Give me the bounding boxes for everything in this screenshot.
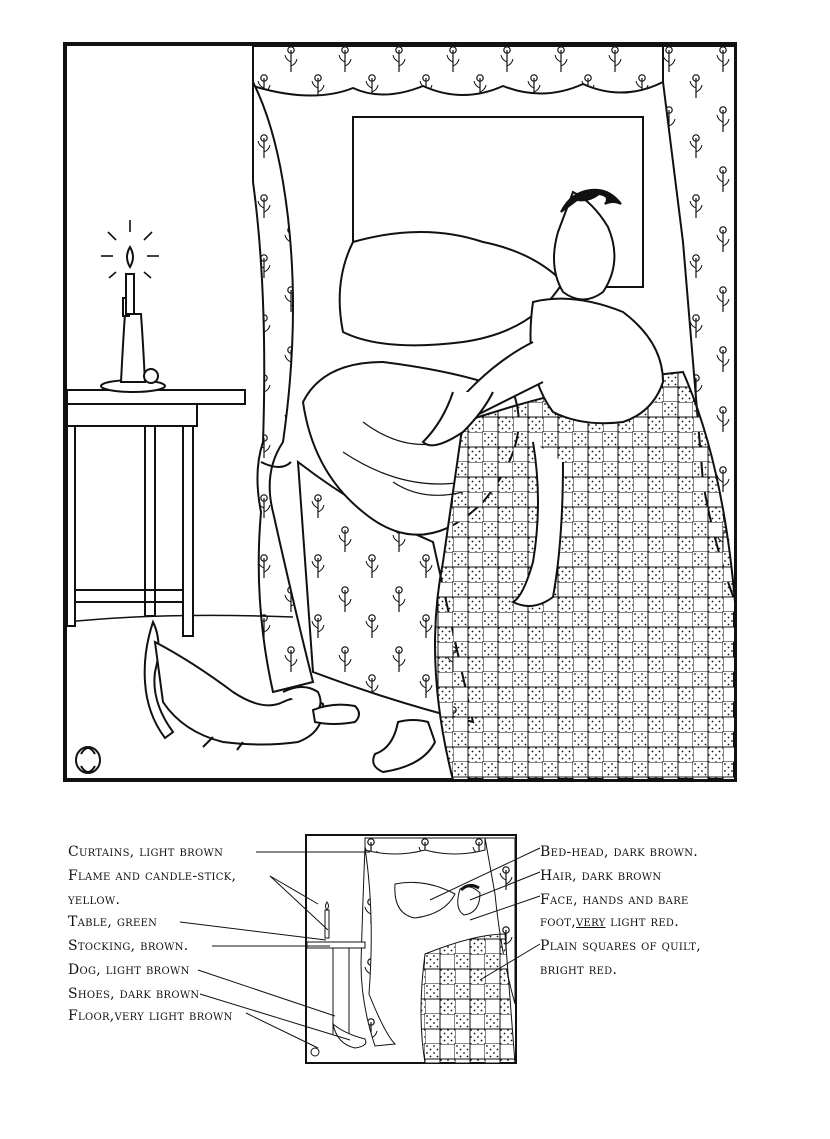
quilt	[435, 372, 735, 780]
key-stocking: Stocking, brown.	[68, 938, 189, 954]
key-quilt: Plain squares of quilt,	[540, 938, 701, 954]
key-shoes: Shoes, dark brown	[68, 986, 200, 1002]
key-floor: Floor,very light brown	[68, 1008, 233, 1024]
curtain-valance	[253, 46, 663, 96]
key-foot	[540, 910, 679, 934]
key-flame-candle-cont: yellow.	[68, 892, 121, 908]
key-foot-a: foot,	[540, 914, 576, 930]
key-thumbnail	[305, 834, 517, 1064]
key-foot-b: light red.	[605, 914, 679, 930]
key-bed-head: Bed-head, dark brown.	[540, 844, 699, 860]
key-table: Table, green	[68, 914, 158, 930]
key-foot-very: very	[575, 914, 606, 930]
key-flame-candle: Flame and candle-stick,	[68, 868, 237, 884]
key-dog: Dog, light brown	[68, 962, 190, 978]
key-face-hands: Face, hands and bare	[540, 892, 689, 908]
key-quilt-cont: bright red.	[540, 962, 618, 978]
main-illustration	[63, 42, 737, 782]
key-curtains: Curtains, light brown	[68, 844, 224, 860]
key-hair: Hair, dark brown	[540, 868, 662, 884]
